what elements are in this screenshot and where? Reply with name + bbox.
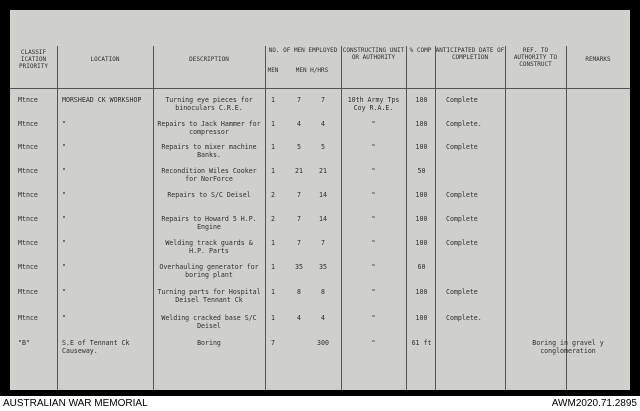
cell-completion: Complete	[446, 239, 478, 247]
cell-completion: Complete.	[446, 120, 482, 128]
cell-men: 1	[271, 120, 275, 128]
cell-unit: "	[371, 143, 376, 151]
cell-location: "	[62, 167, 66, 175]
header-constructing-unit: CONSTRUCTING UNIT OR AUTHORITY	[342, 47, 405, 61]
cell-hours: 14	[319, 215, 327, 223]
footer-credit: AUSTRALIAN WAR MEMORIAL	[3, 398, 148, 409]
cell-percent: 100	[415, 215, 428, 223]
cell-classification: Mtnce	[18, 167, 38, 175]
cell-location: MORSHEAD CK WORKSHOP	[62, 96, 142, 104]
cell-percent: 100	[415, 314, 428, 322]
cell-completion: Complete	[446, 288, 478, 296]
cell-unit: "	[371, 167, 376, 175]
cell-unit: "	[371, 263, 376, 271]
header-men-employed: NO. OF MEN EMPLOYED	[268, 47, 338, 54]
cell-unit: "	[371, 215, 376, 223]
cell-description: Repairs to Jack Hammer for compressor	[157, 120, 261, 136]
header-description: DESCRIPTION	[189, 56, 229, 63]
cell-description: Repairs to S/C Deisel	[167, 191, 251, 199]
cell-classification: Mtnce	[18, 215, 38, 223]
cell-classification: Mtnce	[18, 96, 38, 104]
cell-description: Boring	[197, 339, 221, 347]
cell-description: Turning eye pieces for binoculars C.R.E.	[165, 96, 253, 112]
cell-classification: Mtnce	[18, 191, 38, 199]
cell-percent: 100	[415, 143, 428, 151]
cell-percent: 61 ft	[411, 339, 432, 347]
cell-hours: 35	[319, 263, 327, 271]
cell-location: "	[62, 239, 66, 247]
header-percent-complete: % COMP	[409, 47, 432, 54]
cell-location: "	[62, 143, 66, 151]
cell-classification: Mtnce	[18, 288, 38, 296]
cell-description: Overhauling generator for boring plant	[159, 263, 259, 279]
cell-location: "	[62, 120, 66, 128]
cell-description: Repairs to Howard 5 H.P. Engine	[161, 215, 257, 231]
cell-classification: Mtnce	[18, 314, 38, 322]
cell-completion: Complete	[446, 215, 478, 223]
cell-man: 35	[295, 263, 303, 271]
cell-man: 7	[297, 96, 301, 104]
cell-classification: Mtnce	[18, 120, 38, 128]
cell-classification: Mtnce	[18, 239, 38, 247]
cell-men: 1	[271, 143, 275, 151]
cell-location: "	[62, 215, 66, 223]
cell-hours: 21	[319, 167, 327, 175]
cell-man: 7	[297, 191, 301, 199]
column-divider	[153, 46, 154, 390]
cell-completion: Complete.	[446, 314, 482, 322]
cell-men: 1	[271, 314, 275, 322]
cell-men: 1	[271, 263, 275, 271]
cell-hours: 8	[321, 288, 325, 296]
header-location: LOCATION	[90, 56, 120, 63]
cell-hours: 4	[321, 314, 325, 322]
header-rule	[10, 88, 630, 89]
cell-men: 1	[271, 167, 275, 175]
column-divider	[406, 46, 407, 390]
header-authority: REF. TO AUTHORITY TO CONSTRUCT	[513, 47, 558, 68]
cell-man: 4	[297, 314, 301, 322]
cell-unit: "	[371, 288, 376, 296]
cell-completion: Complete	[446, 96, 478, 104]
cell-completion: Complete	[446, 191, 478, 199]
cell-percent: 100	[415, 239, 428, 247]
cell-remarks: Boring in gravel y conglomeration	[532, 339, 604, 355]
cell-hours: 7	[321, 239, 325, 247]
column-divider	[505, 46, 506, 390]
scanned-document	[10, 10, 630, 390]
footer-accession-number: AWM2020.71.2895	[551, 398, 637, 409]
cell-percent: 50	[417, 167, 426, 175]
cell-location: S.E of Tennant Ck Causeway.	[62, 339, 130, 355]
cell-hours: 14	[319, 191, 327, 199]
cell-hours: 4	[321, 120, 325, 128]
cell-men: 7	[271, 339, 275, 347]
cell-man: 4	[297, 120, 301, 128]
cell-description: Recondition Wiles Cooker for NorForce	[161, 167, 257, 183]
cell-completion: Complete	[446, 143, 478, 151]
cell-hours: 300	[317, 339, 329, 347]
cell-man: 7	[297, 239, 301, 247]
cell-men: 1	[271, 239, 275, 247]
header-man-hours: MEN H/HRS	[295, 67, 329, 74]
cell-man: 21	[295, 167, 303, 175]
cell-description: Welding cracked base S/C Deisel	[161, 314, 257, 330]
cell-percent: 100	[415, 288, 428, 296]
cell-hours: 5	[321, 143, 325, 151]
header-anticipated-completion: ANTICIPATED DATE OF COMPLETION	[435, 47, 505, 61]
cell-percent: 60	[417, 263, 426, 271]
cell-unit: "	[371, 339, 376, 347]
cell-description: Welding track guards & H.P. Parts	[165, 239, 253, 255]
cell-man: 8	[297, 288, 301, 296]
cell-classification: Mtnce	[18, 263, 38, 271]
cell-percent: 100	[415, 96, 428, 104]
header-remarks: REMARKS	[585, 56, 611, 63]
cell-description: Turning parts for Hospital Deisel Tennant Ck	[157, 288, 261, 304]
cell-man: 5	[297, 143, 301, 151]
cell-location: "	[62, 191, 66, 199]
cell-men: 1	[271, 96, 275, 104]
cell-men: 1	[271, 288, 275, 296]
cell-location: "	[62, 263, 66, 271]
cell-men: 2	[271, 215, 275, 223]
cell-classification: "B"	[18, 339, 30, 347]
cell-percent: 100	[415, 120, 428, 128]
header-men: MEN	[267, 67, 279, 74]
cell-unit: 10th Army Tps Coy R.A.E.	[347, 96, 400, 112]
column-divider	[435, 46, 436, 390]
cell-unit: "	[371, 314, 376, 322]
column-divider	[57, 46, 58, 390]
cell-location: "	[62, 314, 66, 322]
header-classification: CLASSIF ICATION PRIORITY	[19, 49, 48, 70]
cell-men: 2	[271, 191, 275, 199]
cell-unit: "	[371, 239, 376, 247]
cell-description: Repairs to mixer machine Banks.	[161, 143, 257, 159]
cell-unit: "	[371, 191, 376, 199]
cell-unit: "	[371, 120, 376, 128]
cell-location: "	[62, 288, 66, 296]
cell-percent: 100	[415, 191, 428, 199]
cell-classification: Mtnce	[18, 143, 38, 151]
cell-hours: 7	[321, 96, 325, 104]
cell-man: 7	[297, 215, 301, 223]
footer	[0, 396, 640, 411]
